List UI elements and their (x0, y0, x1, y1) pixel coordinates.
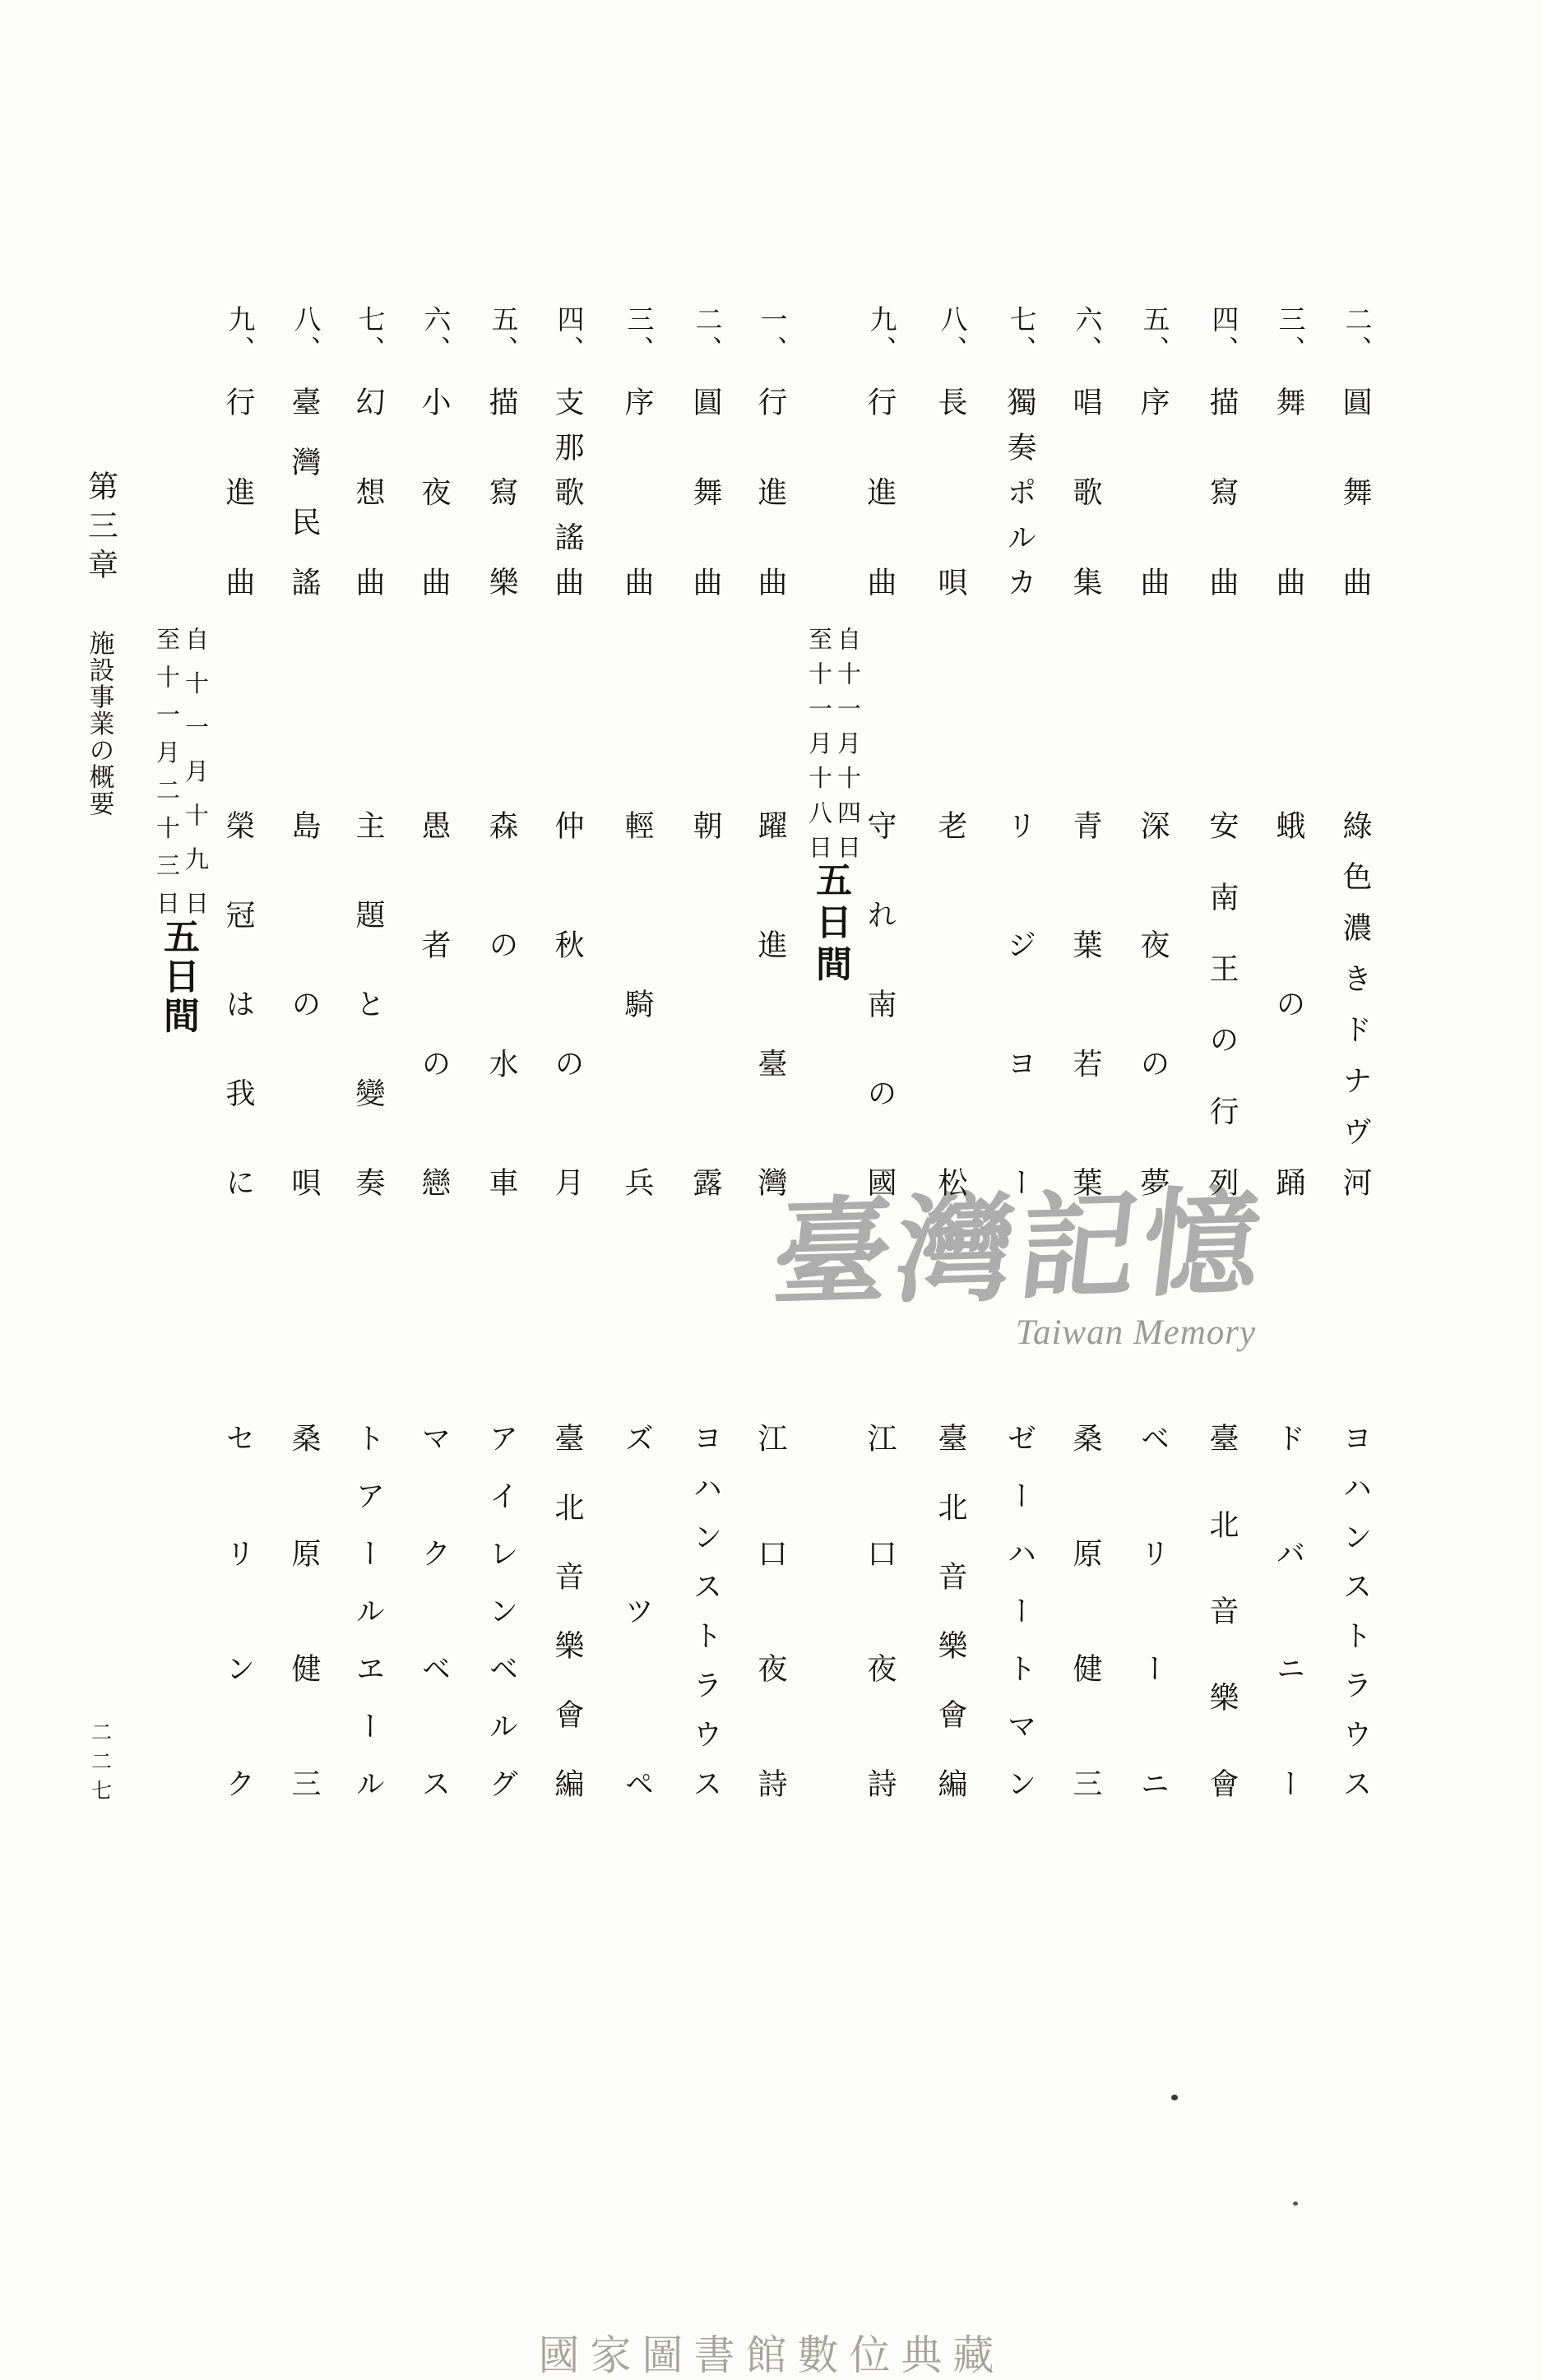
item-genre: 行進曲 (864, 387, 897, 596)
program-item (1339, 0, 1372, 1891)
program-item (288, 0, 321, 1891)
item-title: 躍進臺灣 (754, 810, 787, 1197)
session-date-from: 自十一月十九日 (182, 627, 208, 914)
item-genre: 舞曲 (1272, 387, 1305, 596)
item-number: 八、 (290, 305, 320, 366)
item-number: 六、 (419, 305, 450, 366)
item-composer: 桑原健三 (1069, 1423, 1102, 1798)
chapter-header: 第三章 (82, 470, 117, 579)
item-title: 輕騎兵 (621, 810, 654, 1197)
item-title: 愚者の戀 (418, 810, 451, 1197)
item-number: 三、 (1274, 305, 1304, 366)
item-genre: 圓舞曲 (1339, 387, 1372, 596)
item-genre: 唱歌集 (1069, 387, 1102, 596)
item-number: 五、 (1138, 305, 1169, 366)
item-title: 青葉若葉 (1069, 810, 1102, 1197)
item-number: 七、 (354, 305, 384, 366)
item-title: 朝露 (689, 810, 722, 1197)
item-composer: ヨハンストラウス (1339, 1423, 1372, 1798)
item-genre: 臺灣民謠 (288, 387, 321, 596)
taiwan-memory-latin-watermark: Taiwan Memory (1016, 1313, 1257, 1352)
item-genre: 序曲 (621, 387, 654, 596)
item-composer: 臺北音樂會編 (551, 1423, 584, 1798)
item-composer: ゼーハートマン (1003, 1423, 1036, 1798)
item-composer: ドバニー (1272, 1423, 1305, 1798)
page-number: 二二七 (88, 1721, 111, 1800)
program-item (551, 0, 584, 1891)
item-composer: 臺北音樂會 (1206, 1423, 1239, 1798)
program-item (934, 0, 967, 1891)
program-item (352, 0, 385, 1891)
item-number: 四、 (553, 305, 583, 366)
session-duration: 五日間 (810, 861, 850, 981)
page-margin (82, 0, 117, 2380)
session-date-range (149, 627, 206, 914)
program-item (222, 0, 255, 1891)
item-genre: 小夜曲 (418, 387, 451, 596)
item-title: 守れ南の國 (864, 810, 897, 1197)
item-title: 島の唄 (288, 810, 321, 1197)
item-composer: トアールヱール (352, 1423, 385, 1798)
item-genre: 幻想曲 (352, 387, 385, 596)
item-composer: ベリーニ (1137, 1423, 1170, 1798)
item-genre: 支那歌謠曲 (551, 387, 584, 596)
program-item (1003, 0, 1036, 1891)
program-item (864, 0, 897, 1891)
item-composer: 江口夜詩 (864, 1423, 897, 1798)
session-date-block (799, 0, 860, 1069)
item-number: 六、 (1071, 305, 1101, 366)
program-item (1272, 0, 1305, 1891)
item-composer: ズツペ (621, 1423, 654, 1798)
program-item (754, 0, 787, 1891)
item-title: 森の水車 (485, 810, 518, 1197)
item-genre: 圓舞曲 (689, 387, 722, 596)
item-genre: 行進曲 (222, 387, 255, 596)
program-item (1206, 0, 1239, 1891)
item-number: 四、 (1207, 305, 1238, 366)
item-number: 七、 (1005, 305, 1036, 366)
item-genre: 長唄 (934, 387, 967, 596)
ink-speck (1293, 2202, 1298, 2206)
item-number: 五、 (487, 305, 517, 366)
item-number: 九、 (865, 305, 896, 366)
item-number: 八、 (936, 305, 966, 366)
session-date-from: 自十一月十四日 (834, 627, 860, 859)
item-composer: マクベス (418, 1423, 451, 1798)
item-number: 二、 (691, 305, 721, 366)
program-item (689, 0, 722, 1891)
session-date-to: 至十一月十八日 (805, 627, 832, 859)
session-date-range (801, 627, 859, 859)
item-number: 九、 (224, 305, 254, 366)
program-item (1069, 0, 1102, 1891)
item-title: 仲秋の月 (551, 810, 584, 1197)
item-title: 榮冠は我に (222, 810, 255, 1197)
item-composer: 江口夜詩 (754, 1423, 787, 1798)
item-title: 蛾の踊 (1272, 810, 1305, 1197)
item-composer: ヨハンストラウス (689, 1423, 722, 1798)
section-header: 施設事業の概要 (85, 630, 114, 816)
item-title: 深夜の夢 (1137, 810, 1170, 1197)
item-composer: セリンク (222, 1423, 255, 1798)
item-title: 主題と變奏 (352, 810, 385, 1197)
ink-speck (1171, 2095, 1178, 2100)
program-item (1137, 0, 1170, 1891)
item-number: 一、 (756, 305, 786, 366)
item-genre: 獨奏ポルカ (1003, 387, 1036, 596)
item-title: 老松 (934, 810, 967, 1197)
program-item (621, 0, 654, 1891)
item-number: 三、 (623, 305, 653, 366)
session-date-block (147, 0, 208, 1069)
session-duration: 五日間 (158, 918, 198, 1033)
item-number: 二、 (1341, 305, 1371, 366)
item-composer: 桑原健三 (288, 1423, 321, 1798)
item-genre: 描寫曲 (1206, 387, 1239, 596)
archive-footer: 國家圖書館數位典藏 (538, 2332, 1005, 2378)
item-title: リジヨー (1003, 810, 1036, 1197)
item-genre: 行進曲 (754, 387, 787, 596)
program-item (485, 0, 518, 1891)
item-composer: 臺北音樂會編 (934, 1423, 967, 1798)
item-title: 安南王の行列 (1206, 810, 1239, 1197)
item-genre: 序曲 (1137, 387, 1170, 596)
session-date-to: 至十一月二十三日 (153, 627, 179, 914)
program-item (418, 0, 451, 1891)
item-title: 綠色濃きドナヴ河 (1339, 810, 1372, 1197)
taiwan-memory-cjk-watermark: 臺灣記憶 (766, 1178, 1274, 1321)
item-composer: アイレンベルグ (485, 1423, 518, 1798)
item-genre: 描寫樂 (485, 387, 518, 596)
